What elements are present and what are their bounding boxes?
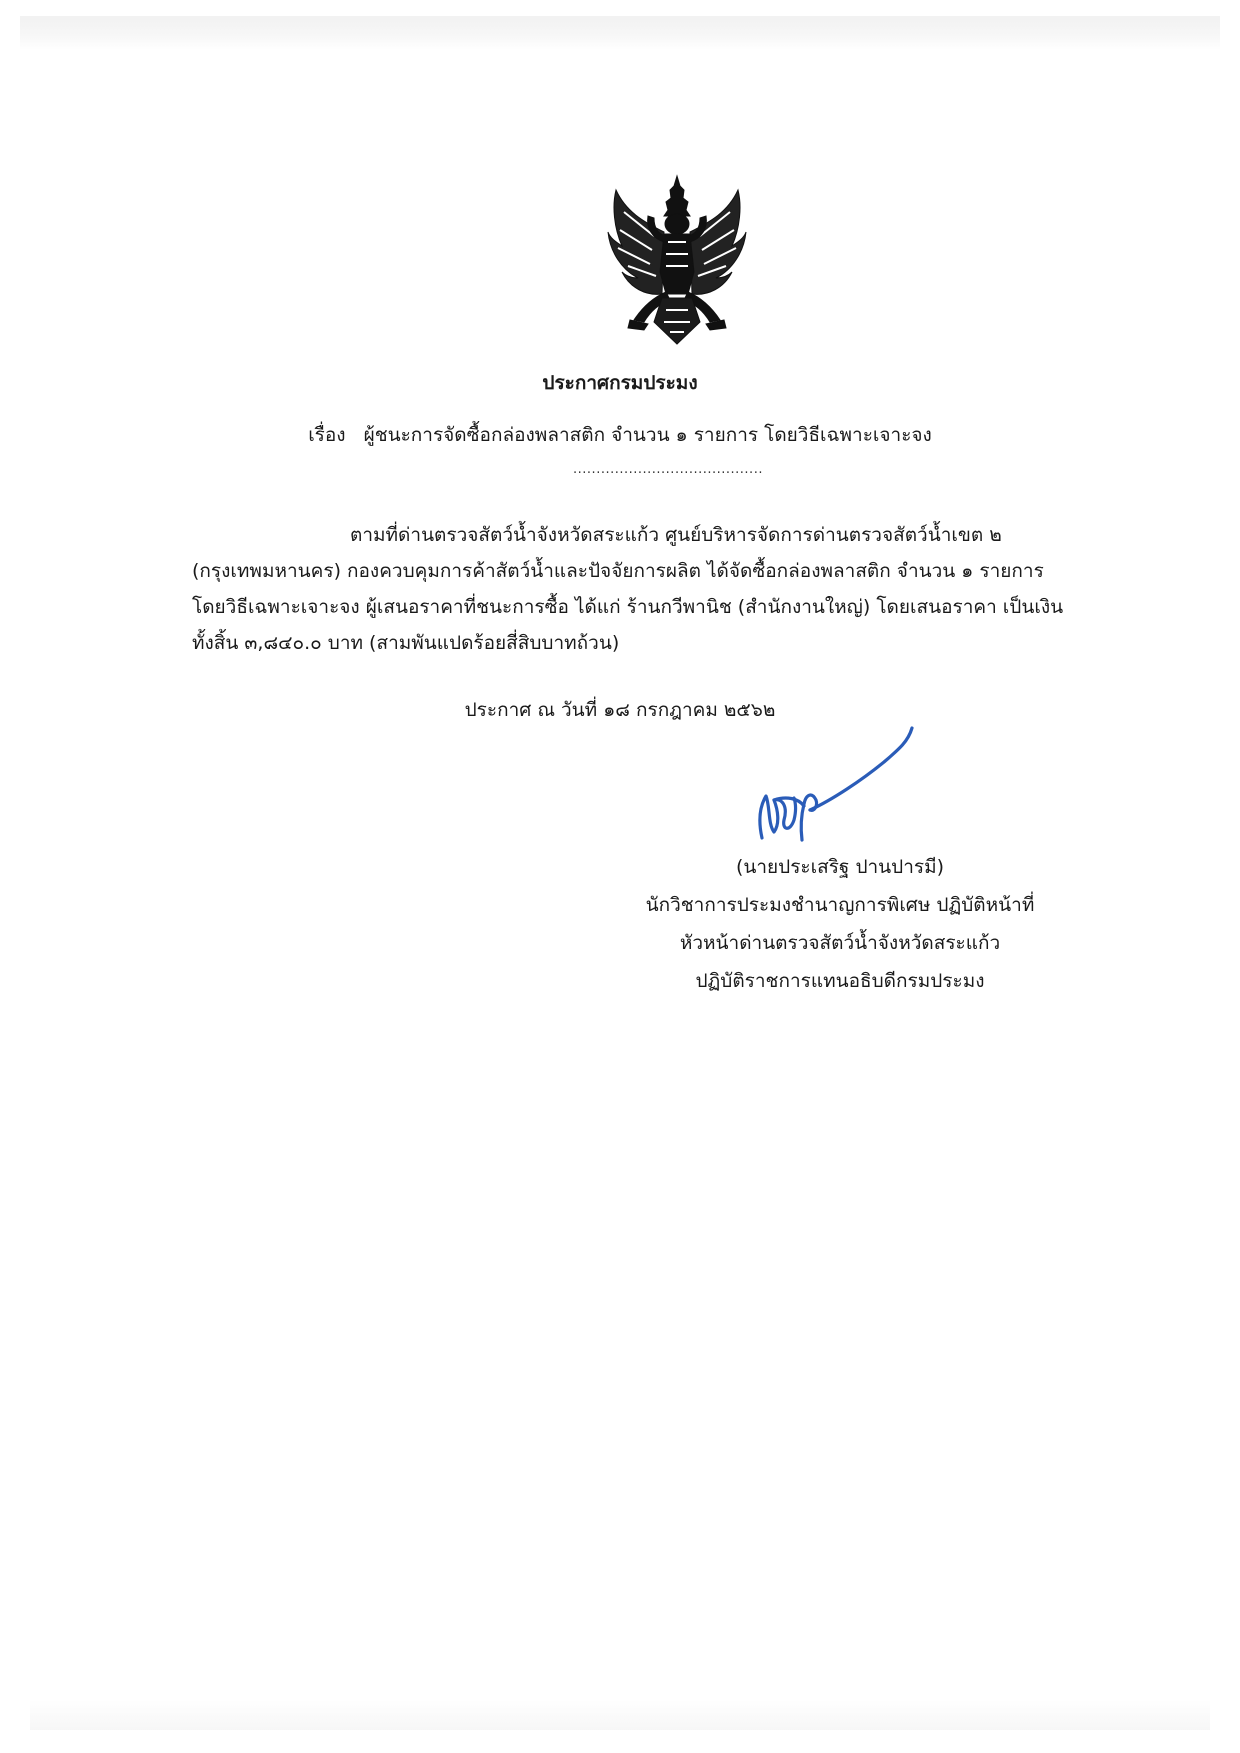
- body-line: ตามที่ด่านตรวจสัตว์น้ำจังหวัดสระแก้ว ศูนย์บริหารจัดการด่านตรวจสัตว์น้ำเขต ๒: [350, 524, 1002, 546]
- signatory-position-line: หัวหน้าด่านตรวจสัตว์น้ำจังหวัดสระแก้ว: [679, 932, 1001, 954]
- announcement-subject: [0, 420, 1240, 450]
- signatory-name: (นายประเสริฐ ปานปารมี): [735, 856, 945, 878]
- handwritten-signature: [752, 720, 922, 850]
- subject-text: ผู้ชนะการจัดซื้อกล่องพลาสติก จำนวน ๑ รายการ โดยวิธีเฉพาะเจาะจง: [363, 424, 932, 446]
- garuda-emblem-icon: [604, 172, 750, 350]
- announcement-title: ประกาศกรมประมง: [542, 372, 698, 394]
- body-line: โดยวิธีเฉพาะเจาะจง ผู้เสนอราคาที่ชนะการซื้อ ได้แก่ ร้านกวีพานิช (สำนักงานใหญ่) โดยเสนอราคา เป็นเงิน: [192, 596, 1064, 618]
- signatory-block: [560, 848, 1120, 1000]
- subject-label: เรื่อง: [308, 424, 346, 446]
- signatory-position-line: นักวิชาการประมงชำนาญการพิเศษ ปฏิบัติหน้าที่: [645, 894, 1035, 916]
- body-line: ทั้งสิ้น ๓,๘๔๐.๐ บาท (สามพันแปดร้อยสี่สิบบาทถ้วน): [192, 632, 620, 654]
- scan-edge-bottom: [30, 1700, 1210, 1730]
- announcement-date: ประกาศ ณ วันที่ ๑๘ กรกฎาคม ๒๕๖๒: [464, 699, 776, 721]
- body-line: (กรุงเทพมหานคร) กองควบคุมการค้าสัตว์น้ำและปัจจัยการผลิต ได้จัดซื้อกล่องพลาสติก จำนวน ๑ รายการ: [192, 560, 1044, 582]
- separator-line: .........................................: [573, 462, 763, 477]
- signatory-position-line: ปฏิบัติราชการแทนอธิบดีกรมประมง: [695, 970, 985, 992]
- scan-edge-top: [20, 16, 1220, 50]
